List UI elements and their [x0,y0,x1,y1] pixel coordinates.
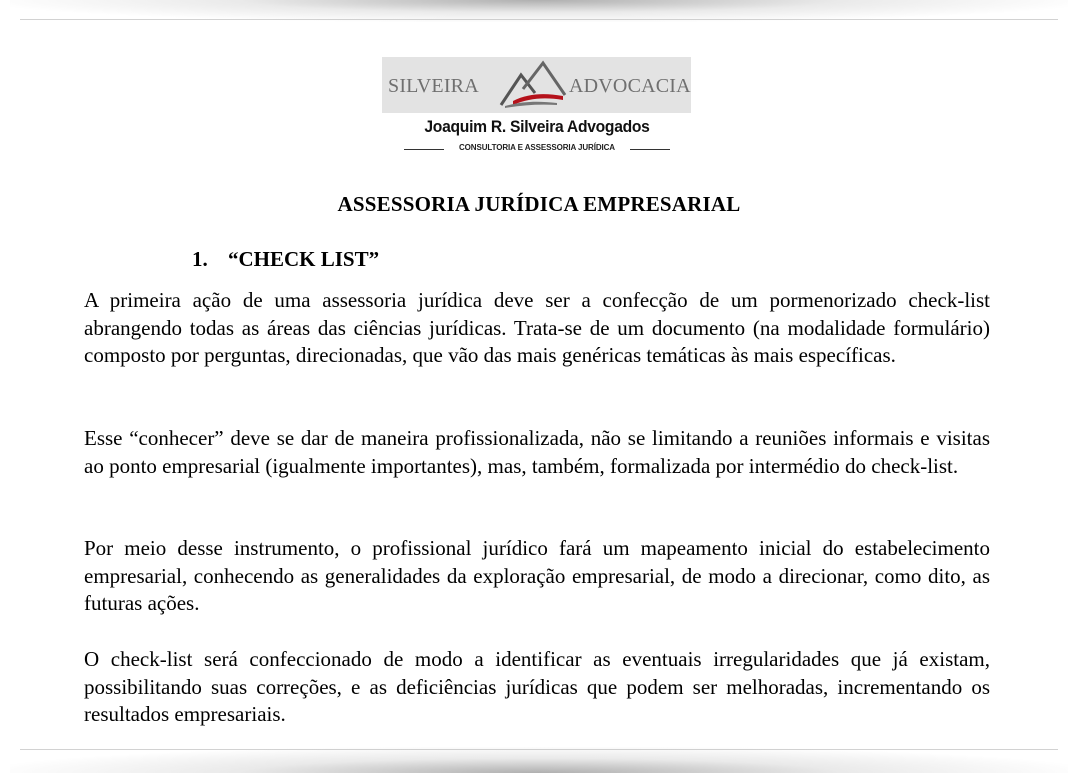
mountain-peaks-icon [499,59,567,109]
paragraph-3: Por meio desse instrumento, o profissional jurídico fará um mapeamento inicial do estabelecimento empresarial, conhecendo as generalidades da exploração empresarial, de modo a direcionar, como dito, as futuras ações. [84,536,990,615]
tagline-rule-left [404,149,444,150]
paragraph-2: Esse “conhecer” deve se dar de maneira profissionalizada, não se limitando a reuniões informais e visitas ao ponto empresarial (igualmente importantes), mas, também, formalizada por intermédio do check-list. [84,426,990,478]
page-bottom-shadow [10,747,1068,773]
logo-right-word: ADVOCACIA [569,75,691,97]
section-title: “CHECK LIST” [228,247,380,271]
logo-left-word: SILVEIRA [388,75,479,97]
page-top-edge [20,19,1058,20]
section-heading [192,247,379,272]
logo-band [382,57,691,113]
paragraph-4: O check-list será confeccionado de modo a identificar as eventuais irregularidades que já existam, possibilitando suas correções, e as deficiências jurídicas que podem ser melhoradas, incrementando os resultados empresariais. [84,647,990,726]
document-title: ASSESSORIA JURÍDICA EMPRESARIAL [337,192,741,216]
section-number: 1. [192,247,208,271]
firm-logo [382,57,692,157]
tagline-rule-right [630,149,670,150]
firm-tagline: CONSULTORIA E ASSESSORIA JURÍDICA [459,143,615,152]
paragraph-1: A primeira ação de uma assessoria jurídica deve ser a confecção de um pormenorizado check-list abrangendo todas as áreas das ciências jurídicas. Trata-se de um documento (na modalidade formulário) composto por perguntas, direcionadas, que vão das mais genéricas temáticas às mais específicas. [84,288,990,367]
logo-tagline-row [404,143,670,155]
firm-name: Joaquim R. Silveira Advogados [424,117,650,136]
